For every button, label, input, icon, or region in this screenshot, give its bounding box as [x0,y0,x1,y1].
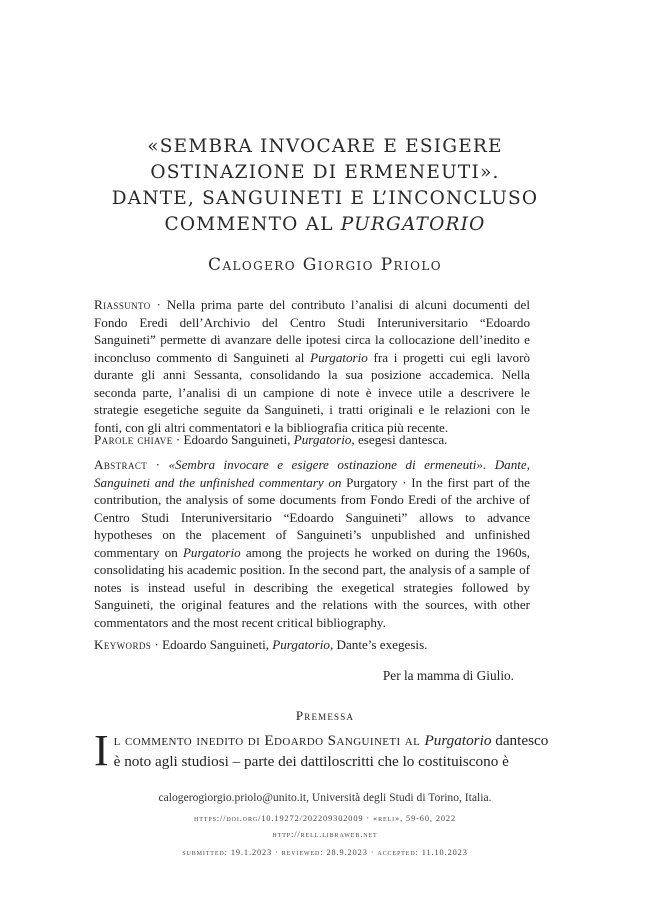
abstract-italic: Purgatorio [182,544,241,560]
section-heading: Premessa [295,708,355,723]
body-line-2: è noto agli studiosi – parte dei dattiloscritti che lo costituiscono è [113,753,509,770]
author-name: Calogero Giorgio Priolo [208,255,442,275]
abstract-paragraph [94,456,530,631]
parole-chiave-text-b: , esegesi dantesca. [351,432,448,447]
title-line-1: «SEMBRA INVOCARE E ESIGERE [147,136,503,157]
dedication: Per la mamma di Giulio. [382,668,514,683]
riassunto-text-b: fra i progetti cui egli lavorò durante gli anni Sessanta, consolidando la sua posizione accademica. Nella seconda parte, l’analisi di un campione di note è invece utile a descrivere le strategie esegetiche seguite da Sanguineti, i tratti originali e le relazioni con le fonti, con gli altri commentatori e la bibliografia critica più recente. [94,349,530,435]
riassunto-italic: Purgatorio [310,349,368,365]
body-line-1-text-a: l commento inedito di Edoardo Sanguineti al [113,732,425,749]
title-line-4-italic: PURGATORIO [340,214,486,235]
doi-line: https://doi.org/10.19272/202209302009 · «reli», 59-60, 2022 [193,814,457,823]
article-title [60,134,590,238]
title-line-4 [60,212,590,238]
body-paragraph [94,726,549,775]
abstract-text-b: among the projects he worked on during the 1960s, consolidating his academic position. In the second part, the analysis of a sample of notes is instead useful in describing the exegetical strategies followed by Sanguineti, the original features and the relations with the sources, with other commentators and the most recent critical bibliography. [94,544,530,630]
keywords-text-b: , Dante’s exegesis. [329,637,428,652]
abstract-title-roman: Purgatory [341,474,398,490]
keywords-italic: Purgatorio [272,637,330,652]
keywords-separator: · [151,637,163,652]
author-email-affiliation: calogerogiorgio.priolo@unito.it, Università degli Studi di Torino, Italia. [158,791,492,804]
abstract-title-italic: «Sembra invocare e esigere ostinazione di ermeneuti». Dante, Sanguineti and the unfinished commentary on [94,457,530,490]
parole-chiave-label: Parole chiave [94,432,173,447]
journal-url: http://rell.libraweb.net [272,830,378,839]
body-line-1 [94,730,549,751]
parole-chiave-paragraph [94,431,530,449]
keywords-paragraph [94,636,530,654]
keywords-label: Keywords [94,637,152,652]
submission-dates: submitted: 19.1.2023 · reviewed: 28.9.2023 · accepted: 11.10.2023 [182,848,468,857]
parole-chiave-italic: Purgatorio [293,432,352,447]
riassunto-label: Riassunto [94,297,151,312]
riassunto-separator: · [150,297,167,312]
body-line-1-text-b: dantesco [491,732,549,749]
riassunto-paragraph [94,296,530,436]
title-line-3: DANTE, SANGUINETI E L’INCONCLUSO [111,188,539,209]
parole-chiave-separator: · [172,432,184,447]
abstract-separator-2: · [397,474,412,490]
title-line-4-prefix: COMMENTO AL [164,214,341,235]
abstract-label: Abstract [94,457,148,472]
keywords-text-a: Edoardo Sanguineti, [162,637,273,652]
abstract-separator: · [147,457,169,472]
abstract-text-a: In the first part of the contribution, the analysis of some documents from Fondo Eredi of the archive of Centro Studi Interuniversitario “Edoardo Sanguineti” allows to advance hypotheses on the placement of Sanguineti’s unpublished and unfinished commentary on [94,474,530,560]
title-line-2: OSTINAZIONE DI ERMENEUTI». [150,162,500,183]
riassunto-text-a: Nella prima parte del contributo l’analisi di alcuni documenti del Fondo Eredi dell’Archivio del Centro Studi Interuniversitario “Edoardo Sanguineti” permette di avanzare delle ipotesi circa la collocazione dell’inedito e inconcluso commento di Sanguineti al [94,297,530,365]
body-line-1-italic: Purgatorio [424,732,492,749]
parole-chiave-text-a: Edoardo Sanguineti, [183,432,294,447]
drop-cap: I [94,726,109,775]
